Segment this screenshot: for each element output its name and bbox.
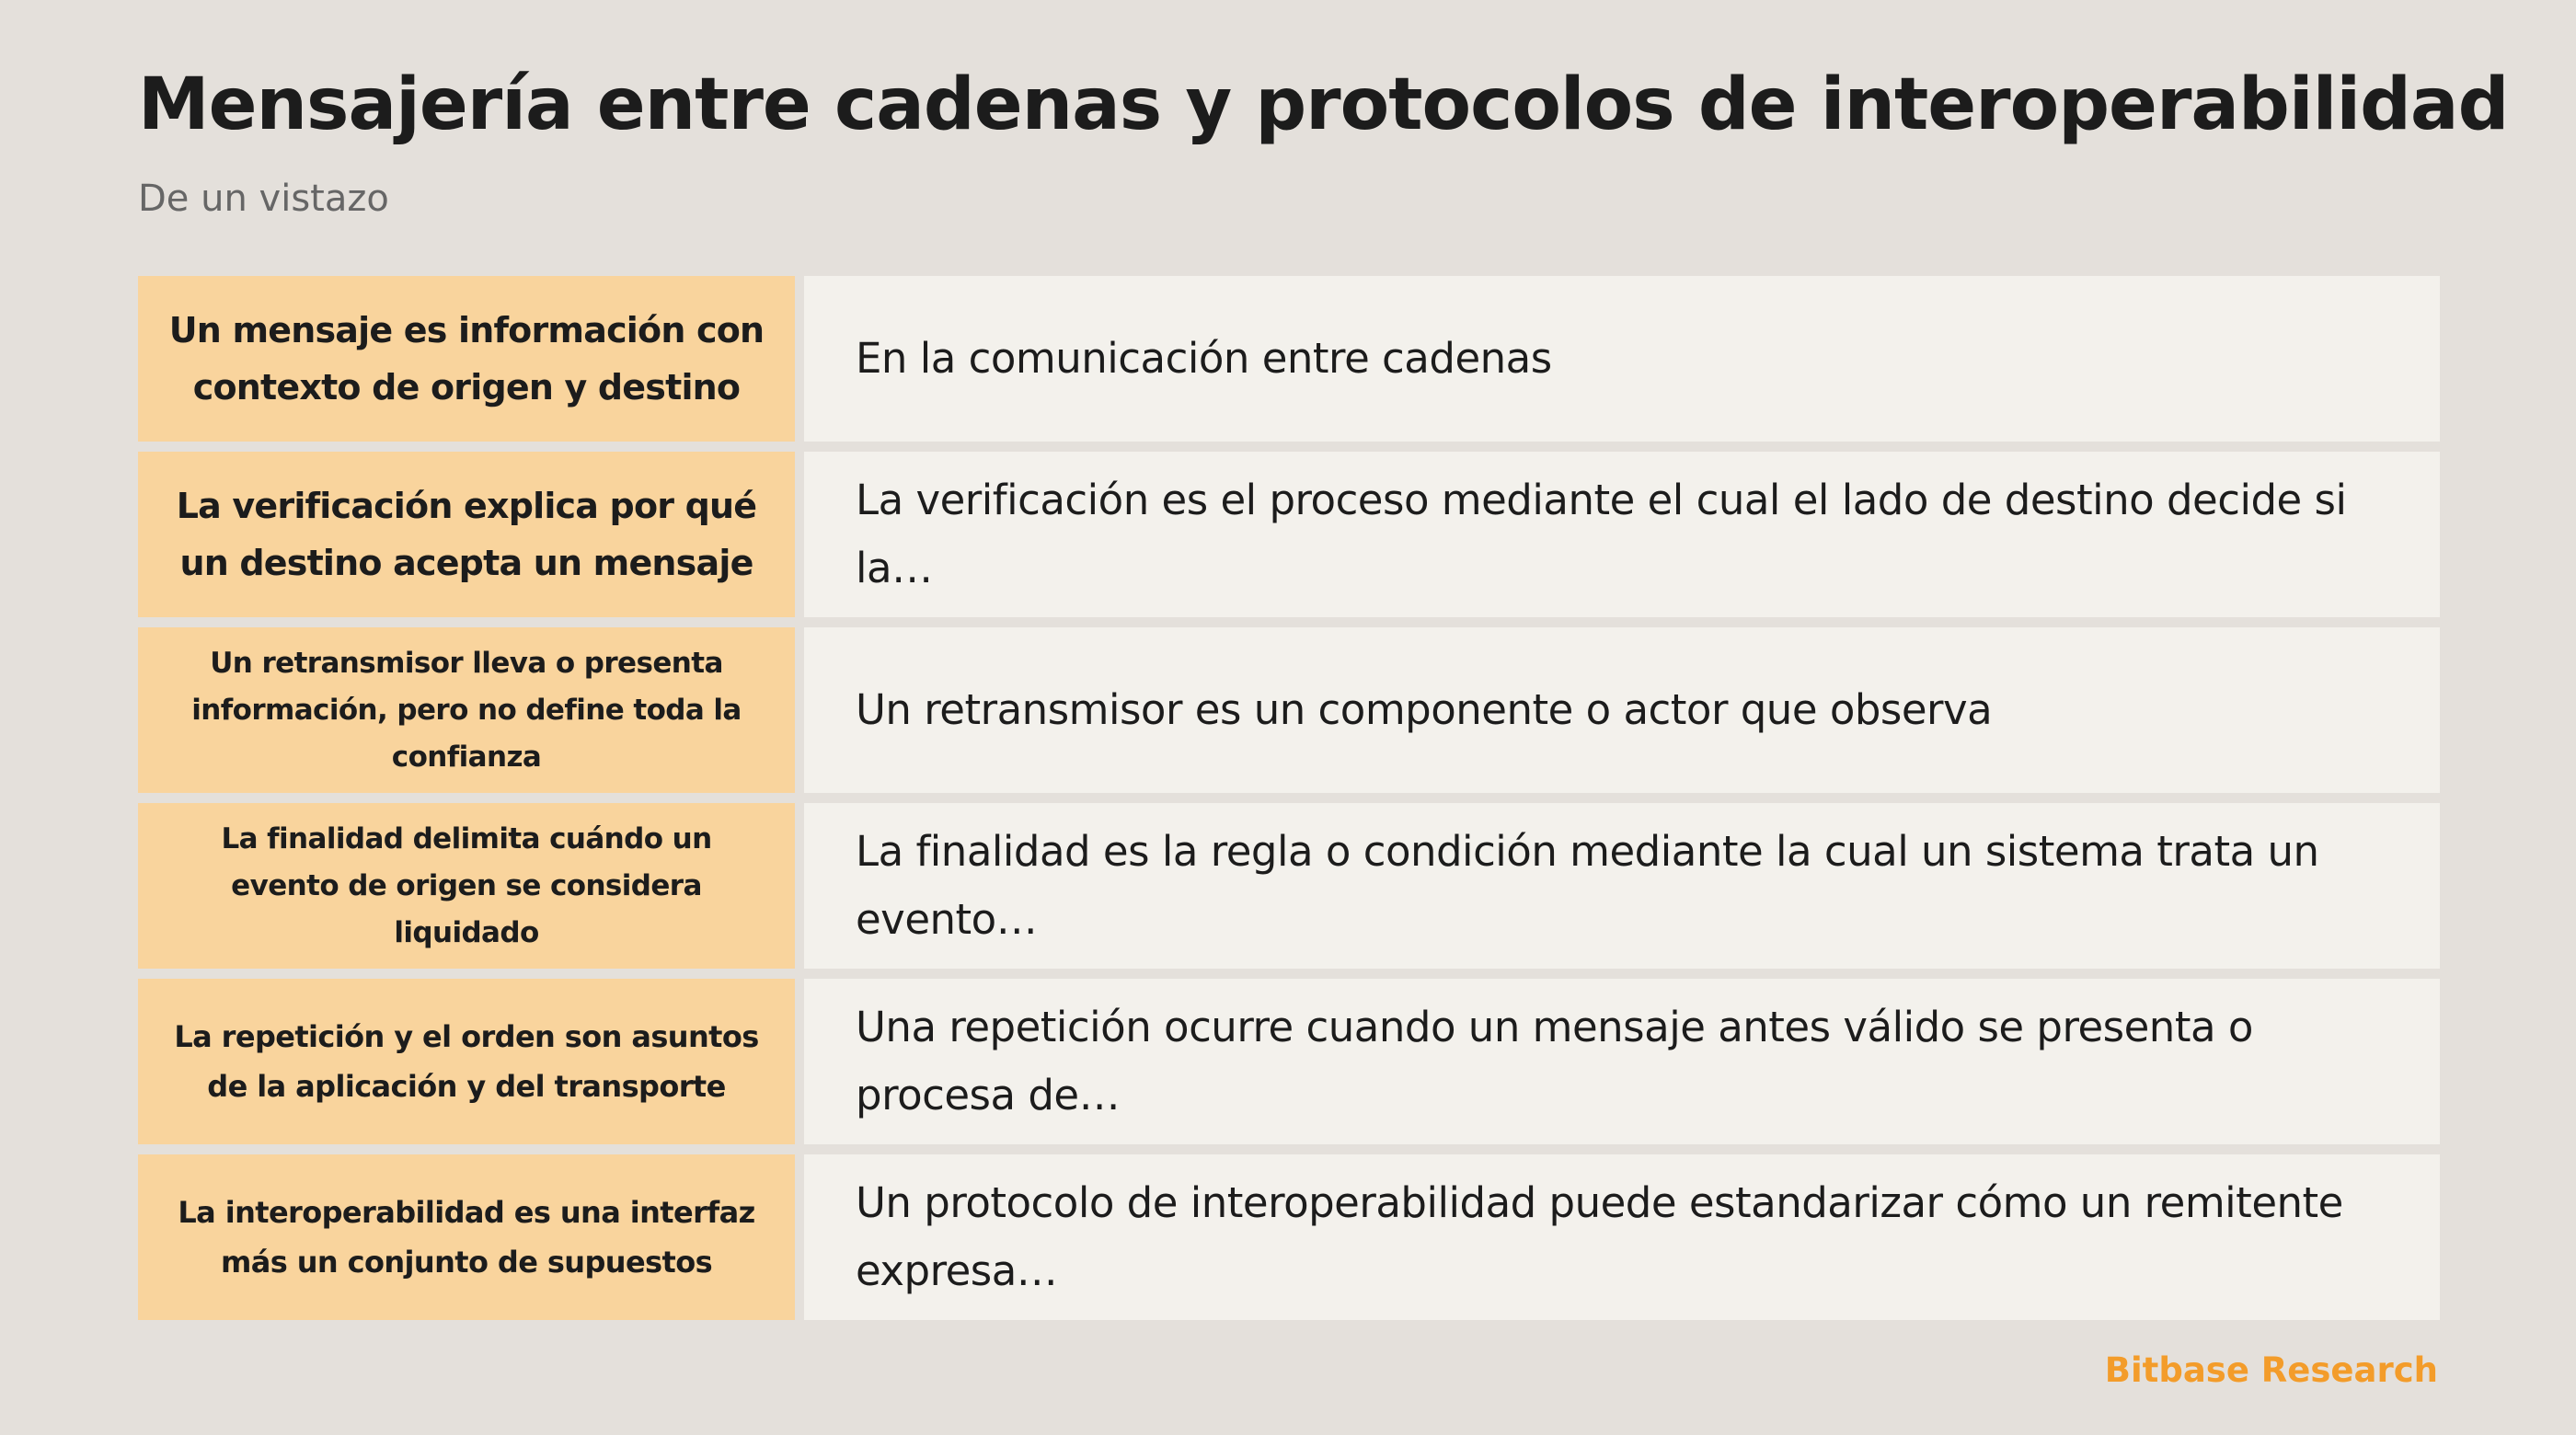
row-key: La verificación explica por qué un destino acepta un mensaje — [138, 452, 795, 617]
row-value: Un protocolo de interoperabilidad puede estandarizar cómo un remitente expresa… — [804, 1154, 2440, 1320]
row-key: La repetición y el orden son asuntos de la aplicación y del transporte — [138, 979, 795, 1144]
table-row — [138, 452, 2440, 617]
row-key: Un mensaje es información con contexto de origen y destino — [138, 276, 795, 442]
row-key: La interoperabilidad es una interfaz más un conjunto de supuestos — [138, 1154, 795, 1320]
row-value: Un retransmisor es un componente o actor que observa — [804, 627, 2440, 793]
page-title: Mensajería entre cadenas y protocolos de interoperabilidad — [138, 63, 2509, 146]
row-value: En la comunicación entre cadenas — [804, 276, 2440, 442]
row-key: Un retransmisor lleva o presenta información, pero no define toda la confianza — [138, 627, 795, 793]
row-value: La verificación es el proceso mediante el cual el lado de destino decide si la… — [804, 452, 2440, 617]
row-key: La finalidad delimita cuándo un evento de origen se considera liquidado — [138, 803, 795, 969]
row-value: Una repetición ocurre cuando un mensaje antes válido se presenta o procesa de… — [804, 979, 2440, 1144]
summary-table — [138, 276, 2440, 1320]
brand-footer: Bitbase Research — [2104, 1350, 2438, 1390]
table-row — [138, 803, 2440, 969]
table-row — [138, 979, 2440, 1144]
table-row — [138, 627, 2440, 793]
page-subtitle: De un vistazo — [138, 178, 389, 220]
table-row — [138, 1154, 2440, 1320]
table-row — [138, 276, 2440, 442]
row-value: La finalidad es la regla o condición mediante la cual un sistema trata un evento… — [804, 803, 2440, 969]
